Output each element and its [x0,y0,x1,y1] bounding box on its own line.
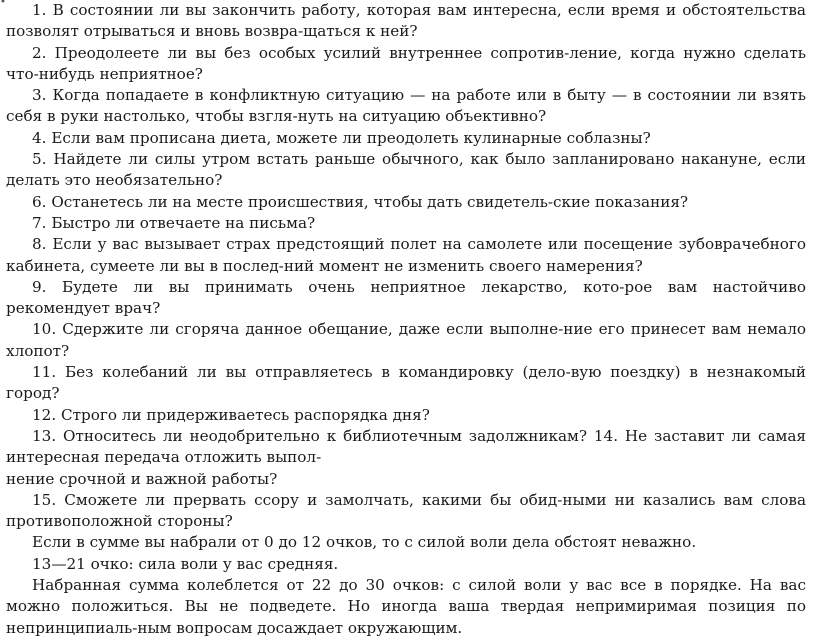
question-15: 15. Сможете ли прервать ссору и замолчать, какими бы обид-ными ни казались вам слова противоположной стороны? [6,490,806,531]
question-13-14: 13. Относитесь ли неодобрительно к библиотечным задолжникам? 14. Не заставит ли самая интересная передача отложить выпол- [6,426,806,467]
question-14-continuation: нение срочной и важной работы? [6,469,278,488]
questionnaire-text [6,0,806,639]
question-6: 6. Останетесь ли на месте происшествия, чтобы дать свидетель-ские показания? [32,192,689,211]
question-10: 10. Сдержите ли сгоряча данное обещание, даже если выполне-ние его принесет вам немало хлопот? [6,320,806,360]
question-8: 8. Если у вас вызывает страх предстоящий полет на самолете или посещение зубоврачебного кабинета, сумеете ли вы в послед-ний момент не изменить своего намерения? [6,235,806,275]
question-5: 5. Найдете ли силы утром встать раньше обычного, как было запланировано накануне, если делать это необязательно? [6,150,806,190]
question-12: 12. Строго ли придерживаетесь распорядка дня? [32,405,430,424]
result-medium: 13—21 очко: сила воли у вас средняя. [32,554,339,573]
question-11: 11. Без колебаний ли вы отправляетесь в командировку (дело-вую поездку) в незнакомый город? [6,363,806,403]
question-7: 7. Быстро ли отвечаете на письма? [32,213,316,232]
result-high: Набранная сумма колеблется от 22 до 30 очков: с силой воли у вас все в порядке. На вас можно положиться. Вы не подведете. Но иногда ваша твердая непримиримая позиция по непринципиаль-ным вопросам досаждает окружающим. [6,576,806,637]
corner-mark: • [0,0,6,8]
question-9: 9. Будете ли вы принимать очень неприятное лекарство, кото-рое вам настойчиво рекомендует врач? [6,277,806,318]
result-low: Если в сумме вы набрали от 0 до 12 очков, то с силой воли дела обстоят неважно. [32,533,697,552]
question-2: 2. Преодолеете ли вы без особых усилий внутреннее сопротив-ление, когда нужно сделать что-нибудь неприятное? [6,43,806,83]
question-1: 1. В состоянии ли вы закончить работу, которая вам интересна, если время и обстоятельства позволят отрываться и вновь возвра-щаться к ней? [6,1,806,41]
question-3: 3. Когда попадаете в конфликтную ситуацию — на работе или в быту — в состоянии ли взять себя в руки настолько, чтобы взгля-нуть на ситуацию объективно? [6,86,806,126]
question-4: 4. Если вам прописана диета, можете ли преодолеть кулинарные соблазны? [32,128,651,147]
